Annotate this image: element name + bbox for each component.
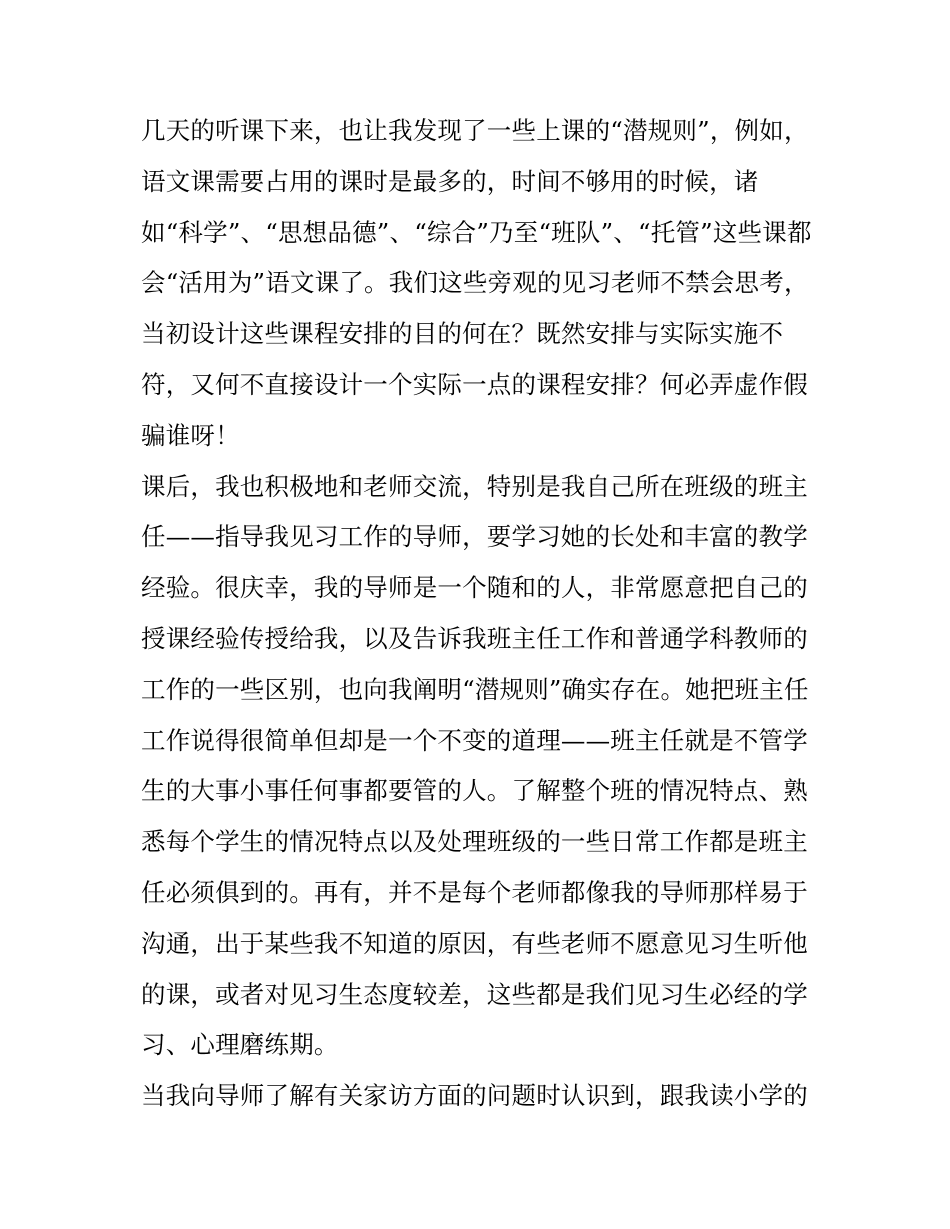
text-line: 工作的一些区别，也向我阐明“潜规则”确实存在。她把班主任	[141, 674, 809, 704]
text-line: 授课经验传授给我，以及告诉我班主任工作和普通学科教师的	[141, 623, 808, 653]
body-text	[141, 106, 821, 1122]
text-line: 生的大事小事任何事都要管的人。了解整个班的情况特点、熟	[141, 776, 808, 806]
text-line: 悉每个学生的情况特点以及处理班级的一些日常工作都是班主	[141, 827, 808, 857]
text-line: 习、心理磨练期。	[141, 1030, 339, 1060]
text-line: 符，又何不直接设计一个实际一点的课程安排？何必弄虚作假	[141, 369, 808, 399]
text-line: 几天的听课下来，也让我发现了一些上课的“潜规则”，例如，	[141, 116, 809, 145]
text-line: 课后，我也积极地和老师交流，特别是我自己所在班级的班主	[141, 471, 808, 501]
text-line: 经验。很庆幸，我的导师是一个随和的人，非常愿意把自己的	[141, 573, 808, 603]
text-line: 会“活用为”语文课了。我们这些旁观的见习老师不禁会思考，	[141, 268, 809, 298]
text-line: 如“科学”、“思想品德”、“综合”乃至“班队”、“托管”这些课都	[141, 217, 812, 247]
text-line: 工作说得很简单但却是一个不变的道理——班主任就是不管学	[141, 725, 808, 755]
text-line: 任必须俱到的。再有，并不是每个老师都像我的导师那样易于	[141, 877, 808, 907]
text-line: 骗谁呀！	[141, 420, 240, 450]
text-line: 的课，或者对见习生态度较差，这些都是我们见习生必经的学	[141, 979, 808, 1009]
text-line: 当初设计这些课程安排的目的何在？既然安排与实际实施不	[141, 319, 784, 349]
text-line: 语文课需要占用的课时是最多的，时间不够用的时候，诸	[141, 166, 759, 196]
text-line: 任——指导我见习工作的导师，要学习她的长处和丰富的教学	[141, 522, 808, 552]
text-line: 当我向导师了解有关家访方面的问题时认识到，跟我读小学的	[141, 1081, 808, 1111]
text-line: 沟通，出于某些我不知道的原因，有些老师不愿意见习生听他	[141, 928, 808, 958]
